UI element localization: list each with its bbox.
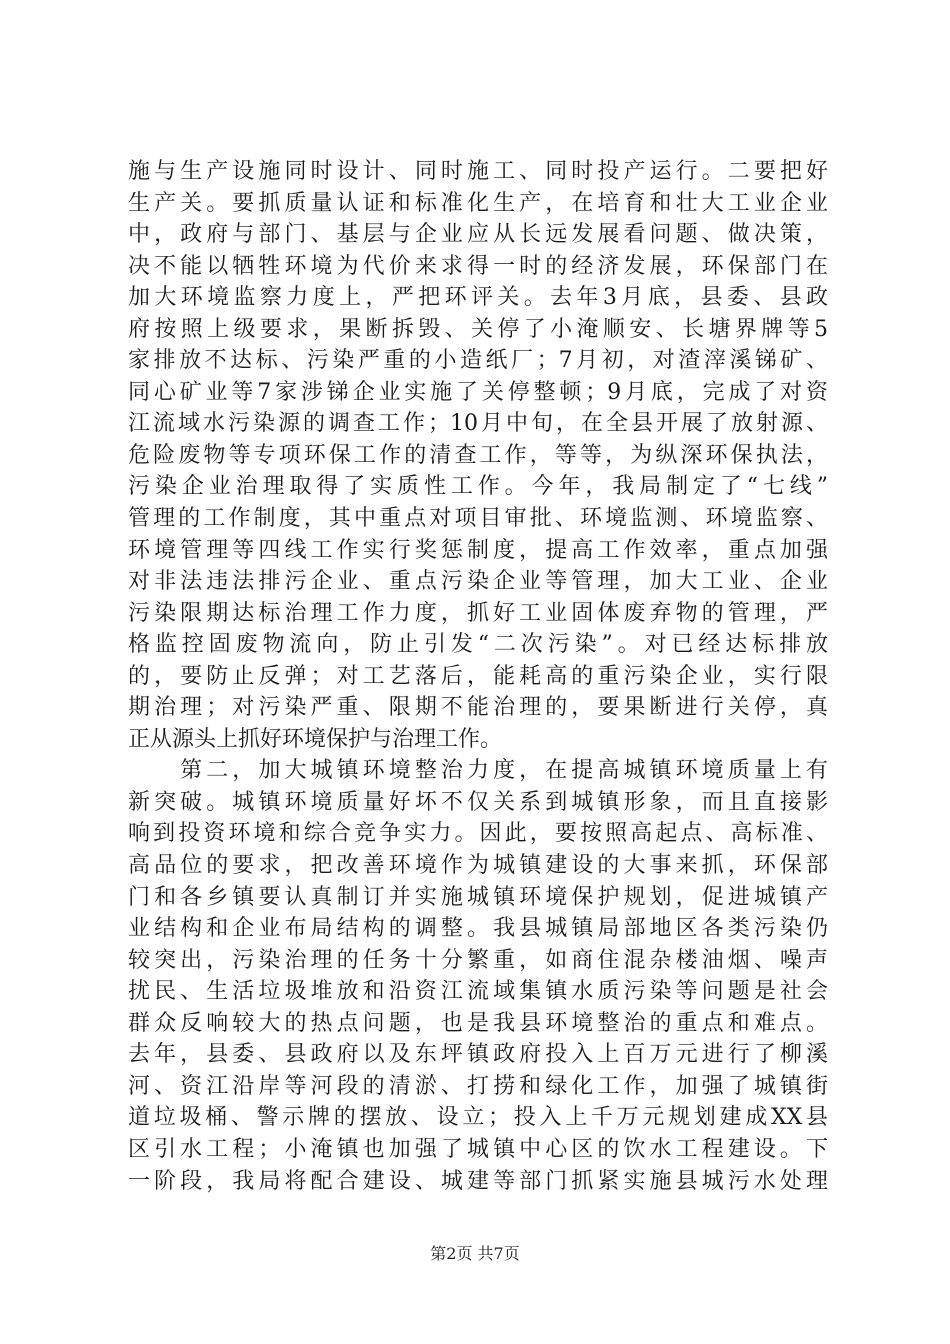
page-footer: 第2页 共7页 bbox=[430, 1244, 520, 1263]
text-line: 决不能以牺牲环境为代价来求得一时的经济发展，环保部门在 bbox=[128, 253, 828, 279]
text-line: 正从源头上抓好环境保护与治理工作。 bbox=[128, 726, 503, 752]
text-line: 一阶段，我局将配合建设、城建等部门抓紧实施县城污水处理 bbox=[128, 1168, 828, 1194]
text-line: 的，要防止反弹；对工艺落后，能耗高的重污染企业，实行限 bbox=[128, 663, 828, 689]
text-line: 格监控固废物流向，防止引发“二次污染”。对已经达标排放 bbox=[128, 632, 828, 658]
text-line: 道垃圾桶、警示牌的摆放、设立；投入上千万元规划建成XX县 bbox=[128, 1105, 828, 1131]
text-line: 施与生产设施同时设计、同时施工、同时投产运行。二要把好 bbox=[128, 159, 828, 184]
text-line: 加大环境监察力度上，严把环评关。去年3月底，县委、县政 bbox=[128, 285, 828, 311]
text-line: 对非法违法排污企业、重点污染企业等管理，加大工业、企业 bbox=[128, 569, 828, 595]
text-line: 江流域水污染源的调查工作；10月中旬，在全县开展了放射源、 bbox=[128, 411, 828, 437]
text-line: 同心矿业等7家涉锑企业实施了关停整顿；9月底，完成了对资 bbox=[128, 379, 828, 405]
text-line: 群众反响较大的热点问题，也是我县环境整治的重点和难点。 bbox=[128, 1010, 828, 1036]
text-line: 第二，加大城镇环境整治力度，在提高城镇环境质量上有 bbox=[128, 758, 828, 784]
text-line: 扰民、生活垃圾堆放和沿资江流域集镇水质污染等问题是社会 bbox=[128, 979, 828, 1005]
text-line: 生产关。要抓质量认证和标准化生产，在培育和壮大工业企业 bbox=[128, 190, 828, 216]
text-line: 业结构和企业布局结构的调整。我县城镇局部地区各类污染仍 bbox=[128, 916, 828, 942]
text-line: 河、资江沿岸等河段的清淤、打捞和绿化工作，加强了城镇街 bbox=[128, 1073, 828, 1099]
text-line: 危险废物等专项环保工作的清查工作，等等，为纵深环保执法， bbox=[128, 442, 828, 468]
text-line: 门和各乡镇要认真制订并实施城镇环境保护规划，促进城镇产 bbox=[128, 884, 828, 910]
text-line: 管理的工作制度，其中重点对项目审批、环境监测、环境监察、 bbox=[128, 506, 828, 532]
text-line: 中，政府与部门、基层与企业应从长远发展看问题、做决策， bbox=[128, 222, 828, 248]
text-line: 去年，县委、县政府以及东坪镇政府投入上百万元进行了柳溪 bbox=[128, 1042, 828, 1068]
text-line: 高品位的要求，把改善环境作为城镇建设的大事来抓，环保部 bbox=[128, 853, 828, 879]
text-line: 较突出，污染治理的任务十分繁重，如商住混杂楼油烟、噪声 bbox=[128, 947, 828, 973]
text-line: 新突破。城镇环境质量好坏不仅关系到城镇形象，而且直接影 bbox=[128, 789, 828, 815]
body-text bbox=[128, 156, 828, 1197]
text-line: 环境管理等四线工作实行奖惩制度，提高工作效率，重点加强 bbox=[128, 537, 828, 563]
text-line: 响到投资环境和综合竞争实力。因此，要按照高起点、高标准、 bbox=[128, 821, 828, 847]
text-line: 期治理；对污染严重、限期不能治理的，要果断进行关停，真 bbox=[128, 695, 828, 721]
text-line: 区引水工程；小淹镇也加强了城镇中心区的饮水工程建设。下 bbox=[128, 1136, 828, 1162]
text-line: 污染企业治理取得了实质性工作。今年，我局制定了“七线” bbox=[128, 474, 828, 500]
text-line: 府按照上级要求，果断拆毁、关停了小淹顺安、长塘界牌等5 bbox=[128, 316, 828, 342]
text-line: 污染限期达标治理工作力度，抓好工业固体废弃物的管理，严 bbox=[128, 600, 828, 626]
text-line: 家排放不达标、污染严重的小造纸厂；7月初，对渣滓溪锑矿、 bbox=[128, 348, 828, 374]
